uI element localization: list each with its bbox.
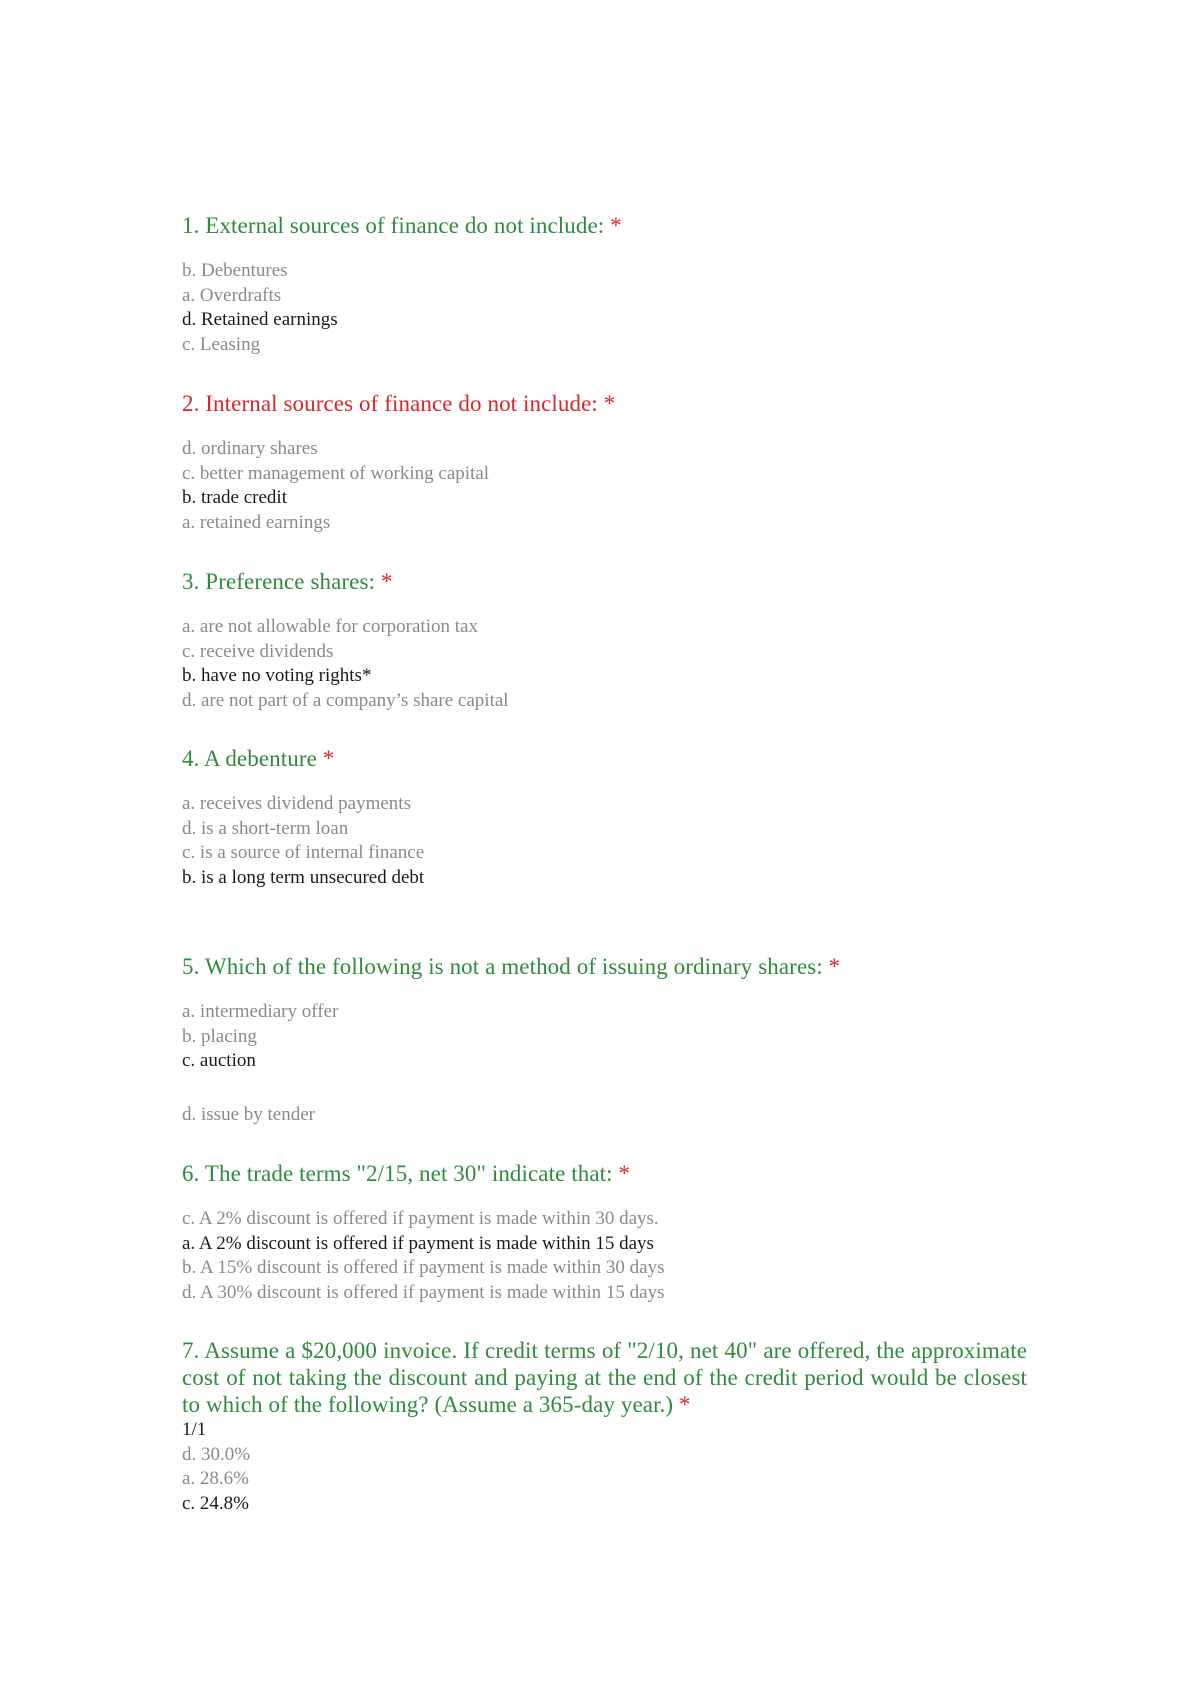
option-list bbox=[182, 1000, 1027, 1127]
option-item-selected: b. is a long term unsecured debt bbox=[182, 866, 425, 888]
required-asterisk: * bbox=[610, 213, 622, 238]
option-item: a. are not allowable for corporation tax bbox=[182, 616, 478, 637]
option-list bbox=[182, 615, 1027, 713]
score-label: 1/1 bbox=[182, 1419, 207, 1440]
question-title: 2. Internal sources of finance do not include: * bbox=[182, 391, 616, 416]
required-asterisk: * bbox=[603, 391, 616, 416]
option-list bbox=[182, 437, 1027, 535]
required-asterisk: * bbox=[322, 746, 335, 771]
required-asterisk: * bbox=[679, 1392, 691, 1417]
option-item-selected: b. have no voting rights* bbox=[182, 665, 372, 686]
option-item-selected: b. trade credit bbox=[182, 487, 287, 508]
question-6 bbox=[182, 1160, 1027, 1305]
option-item: c. better management of working capital bbox=[182, 462, 490, 484]
option-item: b. A 15% discount is offered if payment is made within 30 days bbox=[182, 1257, 665, 1278]
question-7 bbox=[182, 1337, 1027, 1516]
option-list bbox=[182, 259, 1027, 357]
blank-line bbox=[182, 1074, 1027, 1103]
option-item: d. A 30% discount is offered if payment is made within 15 days bbox=[182, 1281, 665, 1303]
option-list bbox=[182, 1207, 1027, 1305]
question-title: 7. Assume a $20,000 invoice. If credit terms of "2/10, net 40" are offered, the approximate cost of not taking the discount and paying at the end of the credit period would be closest to which of the following? (Assume a 365-day year.) * bbox=[182, 1338, 1027, 1417]
option-list bbox=[182, 1443, 1027, 1517]
option-item: a. intermediary offer bbox=[182, 1001, 339, 1022]
required-asterisk: * bbox=[828, 954, 841, 979]
option-item: a. 28.6% bbox=[182, 1468, 250, 1489]
question-1 bbox=[182, 212, 1027, 357]
option-item-selected: c. auction bbox=[182, 1050, 256, 1071]
option-item: a. Overdrafts bbox=[182, 284, 282, 306]
question-2 bbox=[182, 390, 1027, 535]
option-item: d. ordinary shares bbox=[182, 438, 318, 459]
option-item-selected: c. 24.8% bbox=[182, 1492, 250, 1514]
option-item: a. retained earnings bbox=[182, 511, 331, 533]
option-item: c. receive dividends bbox=[182, 640, 334, 662]
option-item: d. are not part of a company’s share capital bbox=[182, 689, 509, 711]
option-item-selected: d. Retained earnings bbox=[182, 309, 338, 330]
question-4 bbox=[182, 745, 1027, 890]
question-title: 3. Preference shares: * bbox=[182, 569, 393, 594]
option-item: d. is a short-term loan bbox=[182, 817, 349, 839]
option-item-selected: a. A 2% discount is offered if payment is made within 15 days bbox=[182, 1232, 654, 1254]
option-list bbox=[182, 792, 1027, 890]
question-title: 5. Which of the following is not a method of issuing ordinary shares: * bbox=[182, 954, 841, 979]
option-item: c. A 2% discount is offered if payment is made within 30 days. bbox=[182, 1208, 659, 1229]
required-asterisk: * bbox=[618, 1161, 631, 1186]
option-item: d. issue by tender bbox=[182, 1103, 315, 1125]
option-item: c. is a source of internal finance bbox=[182, 842, 425, 863]
option-item: b. Debentures bbox=[182, 260, 288, 281]
option-item: a. receives dividend payments bbox=[182, 793, 411, 814]
required-asterisk: * bbox=[380, 569, 393, 594]
question-title: 4. A debenture * bbox=[182, 746, 335, 771]
option-item: b. placing bbox=[182, 1025, 257, 1047]
question-3 bbox=[182, 568, 1027, 713]
quiz-document bbox=[182, 212, 1027, 1516]
option-item: d. 30.0% bbox=[182, 1443, 251, 1465]
question-title: 6. The trade terms "2/15, net 30" indicate that: * bbox=[182, 1161, 631, 1186]
question-5 bbox=[182, 953, 1027, 1127]
option-item: c. Leasing bbox=[182, 333, 261, 355]
question-title: 1. External sources of finance do not include: * bbox=[182, 213, 622, 238]
